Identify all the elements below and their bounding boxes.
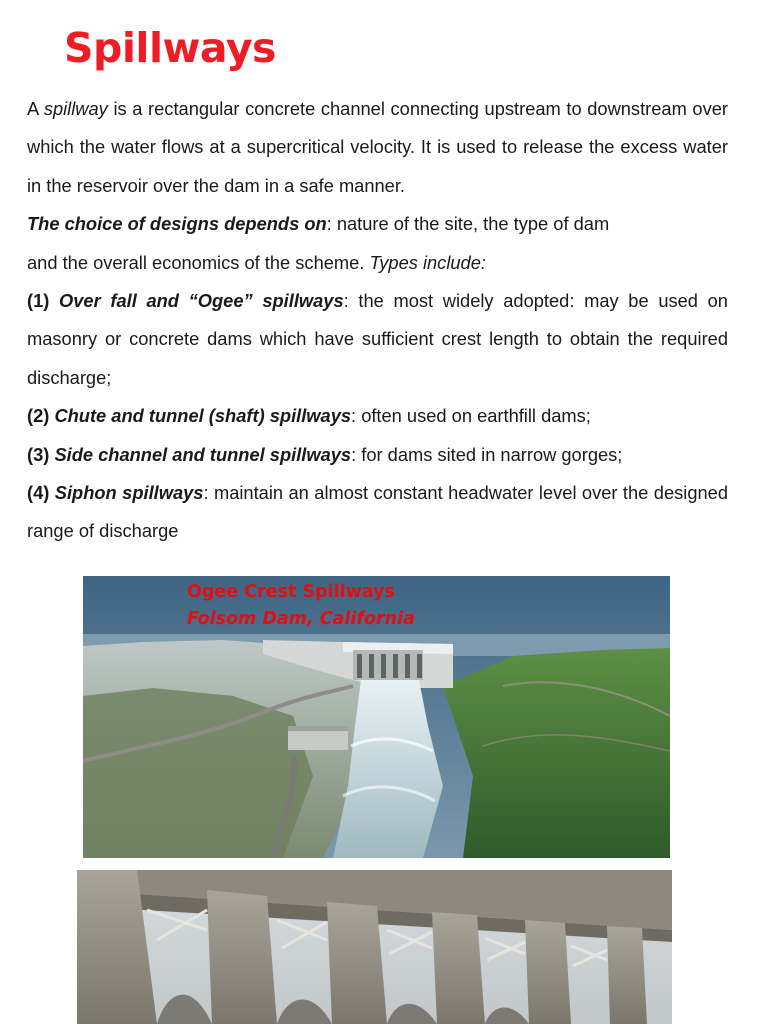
- term-spillway: spillway: [43, 98, 108, 119]
- list-item: [27, 282, 728, 397]
- spillway-piers-illustration: [77, 870, 672, 1024]
- paragraph-design-choice: [27, 205, 728, 243]
- design-choice-lead: The choice of designs depends on: [27, 213, 327, 235]
- definition-text: is a rectangular concrete channel connecting upstream to downstream over which the water flows at a supercritical velocity. It is used to release the excess water in the reservoir over the dam in a safe manner.: [27, 98, 728, 196]
- types-include-label: Types include:: [369, 251, 486, 273]
- design-choice-line2: and the overall economics of the scheme.: [27, 251, 370, 273]
- spillway-piers-photo: [77, 870, 672, 1024]
- paragraph-spillway-definition: [27, 90, 728, 205]
- list-type-desc: : the most widely adopted: may be used on masonry or concrete dams which have sufficient crest length to obtain the required discharge;: [27, 290, 728, 388]
- list-item: [27, 397, 728, 435]
- word-a: A: [27, 98, 39, 119]
- list-type-name: Chute and tunnel (shaft) spillways: [54, 405, 352, 427]
- list-number: (3): [27, 443, 50, 465]
- list-item: [27, 436, 728, 474]
- list-type-desc: : for dams sited in narrow gorges;: [351, 443, 623, 465]
- folsom-dam-photo: [83, 576, 670, 858]
- list-item: [27, 474, 728, 551]
- body-text: [27, 90, 728, 551]
- photo-caption-location: Folsom Dam, California: [187, 609, 415, 629]
- list-type-name: Side channel and tunnel spillways: [54, 443, 352, 465]
- photo-caption-title: Ogee Crest Spillways: [187, 582, 395, 602]
- page-title: Spillways: [64, 24, 276, 72]
- list-type-desc: : often used on earthfill dams;: [351, 405, 591, 427]
- list-type-name: Siphon spillways: [54, 482, 204, 504]
- list-type-desc: : maintain an almost constant headwater level over the designed range of discharge: [27, 482, 728, 542]
- paragraph-design-choice-cont: [27, 244, 728, 282]
- list-number: (2): [27, 405, 50, 427]
- list-number: (1): [27, 290, 50, 312]
- design-choice-text: : nature of the site, the type of dam: [326, 213, 610, 235]
- list-type-name: Over fall and “Ogee” spillways: [59, 290, 344, 312]
- list-number: (4): [27, 482, 50, 504]
